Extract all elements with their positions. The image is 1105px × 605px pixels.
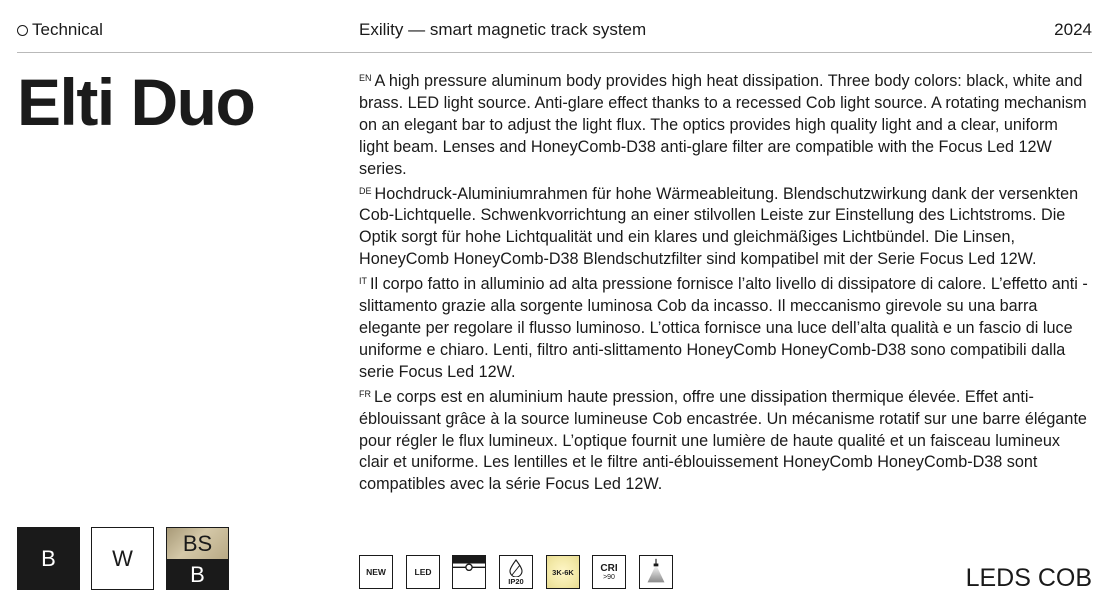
- track-mount-icon: [452, 555, 486, 589]
- top-bar: [17, 20, 1092, 40]
- cri-value: >90: [603, 573, 615, 581]
- led-badge-icon: LED: [406, 555, 440, 589]
- circle-icon: [17, 25, 28, 36]
- new-badge-icon: NEW: [359, 555, 393, 589]
- lang-tag-fr: FR: [359, 388, 371, 399]
- swatch-white: W: [91, 527, 154, 590]
- color-temperature-icon: 3K-6K: [546, 555, 580, 589]
- ip-rating-text: IP20: [508, 577, 524, 586]
- track-mount-graphic: [452, 556, 486, 588]
- light-source-label: LEDS COB: [965, 564, 1092, 592]
- description-en-text: A high pressure aluminum body provides high heat dissipation. Three body colors: black, white and brass. LED light source. Anti-glare effect thanks to a recessed Cob light source. A rotating mechanism on an elegant bar to adjust the light flux. The optics provides high quality light and a clear, uniform light beam. Lenses and HoneyComb-D38 anti-glare filter are compatible with the Focus Led 12W series.: [359, 72, 1087, 178]
- cri-icon: [592, 555, 626, 589]
- description-en: [359, 68, 1089, 181]
- lang-tag-de: DE: [359, 185, 372, 196]
- swatch-brass-top: BS: [167, 528, 228, 559]
- description-fr-text: Le corps est en aluminium haute pression, offre une dissipation thermique élevée. Effet anti-éblouissant grâce à la source lumineuse Cob encastrée. Un mécanisme rotatif sur une barre élégante pour régler le flux lumineux. L’optique fournit une lumière de haute qualité et un faisceau lumineux clair et uniforme. Les lentilles et le filtre anti-éblouissement HoneyComb HoneyComb-D38 sont compatibles avec la série Focus Led 12W.: [359, 387, 1087, 494]
- series-subtitle: Exility — smart magnetic track system: [359, 20, 647, 39]
- swatch-black: B: [17, 527, 80, 590]
- year-label: 2024: [1054, 20, 1092, 39]
- cri-label: CRI: [600, 562, 618, 574]
- section-label-text: Technical: [32, 20, 103, 39]
- description-de: [359, 181, 1089, 272]
- section-label: [17, 20, 103, 40]
- water-drop-icon: [508, 559, 524, 577]
- lang-tag-it: IT: [359, 276, 367, 287]
- product-title: Elti Duo: [17, 65, 255, 139]
- ip-rating-icon: [499, 555, 533, 589]
- description-block: [359, 68, 1089, 496]
- swatch-brass-bottom: B: [167, 559, 228, 590]
- lang-tag-en: EN: [359, 73, 372, 83]
- description-it: [359, 271, 1089, 384]
- beam-angle-icon: [639, 555, 673, 589]
- header-divider: [17, 52, 1092, 53]
- description-it-text: Il corpo fatto in alluminio ad alta pressione fornisce l’alto livello di dissipatore di calore. L’effetto anti - slittamento grazie alla sorgente luminosa Cob da incasso. Il meccanismo girevole su una barra elegante per regolare il flusso luminoso. L’ottica fornisce una luce dell’alta qualità e un fascio di luce uniforme e chiaro. Lenti, filtro anti-slittamento HoneyComb HoneyComb-D38 sono compatibili dalla serie Focus Led 12W.: [359, 275, 1088, 381]
- swatch-brass: [166, 527, 229, 590]
- description-de-text: Hochdruck-Aluminiumrahmen für hohe Wärmeableitung. Blendschutzwirkung dank der versenkten Cob-Lichtquelle. Schwenkvorrichtung an einer stilvollen Leiste zur Einstellung des Lichtstroms. Die Optik sorgt für hohe Lichtqualität und ein klares und gleichmäßiges Lichtbündel. Die Linsen, HoneyComb HoneyComb-D38 Blendschutzfilter sind kompatibel mit der Serie Focus Led 12W.: [359, 184, 1079, 269]
- description-fr: [359, 384, 1089, 497]
- beam-cone-graphic: [639, 556, 673, 588]
